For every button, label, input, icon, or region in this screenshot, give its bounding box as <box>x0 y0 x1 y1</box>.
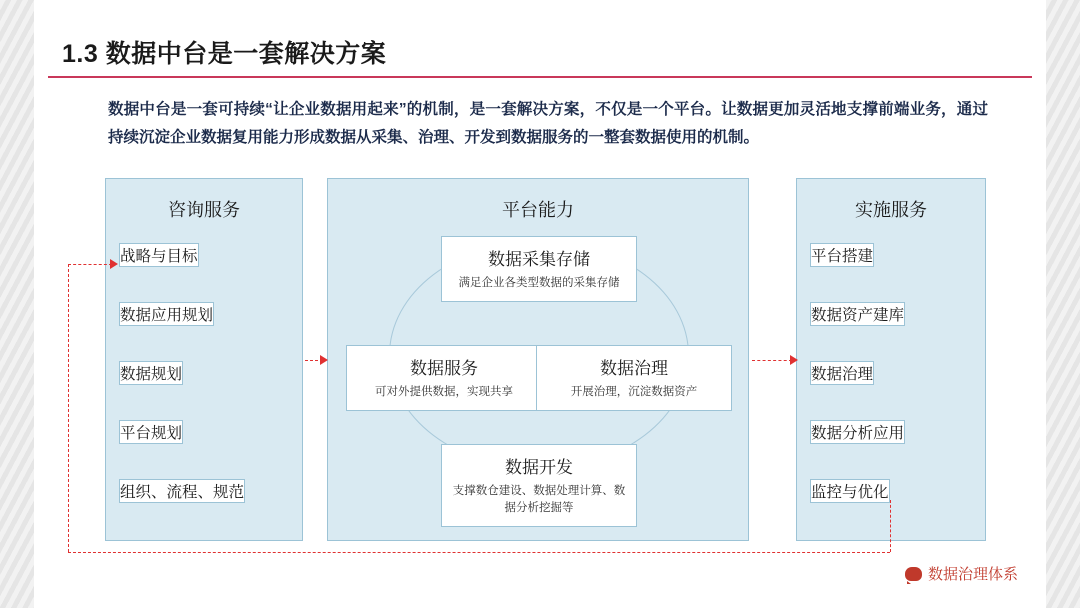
list-item[interactable]: 平台规划 <box>119 420 183 444</box>
footer-brand <box>905 563 1018 584</box>
capability-card-service[interactable] <box>346 345 542 411</box>
capability-title: 数据采集存储 <box>488 250 590 269</box>
arrow-icon <box>790 355 798 365</box>
capability-title: 数据治理 <box>600 359 668 378</box>
capability-desc: 支撑数仓建设、数据处理计算、数据分析挖掘等 <box>452 485 626 514</box>
panel-platform-capability <box>327 178 749 541</box>
connector-center-to-right <box>752 360 792 361</box>
connector-loop-bottom <box>68 552 890 553</box>
capability-card-governance[interactable] <box>536 345 732 411</box>
capability-desc: 开展治理，沉淀数据资产 <box>570 386 698 398</box>
wechat-icon <box>905 567 922 581</box>
panel-consulting-title: 咨询服务 <box>168 200 240 220</box>
list-item[interactable]: 数据应用规划 <box>119 302 214 326</box>
arrow-icon <box>320 355 328 365</box>
list-item[interactable]: 平台搭建 <box>810 243 874 267</box>
list-item[interactable]: 战略与目标 <box>119 243 199 267</box>
capability-title: 数据服务 <box>410 359 478 378</box>
connector-loop-right-vertical <box>890 500 891 552</box>
footer-brand-label: 数据治理体系 <box>927 566 1018 583</box>
arrow-icon <box>110 259 118 269</box>
list-item[interactable]: 数据资产建库 <box>810 302 905 326</box>
capability-desc: 满足企业各类型数据的采集存储 <box>458 277 620 289</box>
list-item[interactable]: 数据规划 <box>119 361 183 385</box>
capability-desc: 可对外提供数据，实现共享 <box>375 386 513 398</box>
capability-title: 数据开发 <box>505 458 573 477</box>
solution-diagram <box>62 178 1022 570</box>
capability-card-collection[interactable] <box>441 236 637 302</box>
panel-platform-title: 平台能力 <box>502 200 574 220</box>
decorative-right-band <box>1046 0 1080 608</box>
decorative-left-band <box>0 0 34 608</box>
title-divider <box>48 76 1032 78</box>
connector-into-left-panel <box>68 264 112 265</box>
connector-loop-vertical <box>68 264 69 552</box>
lead-paragraph: 数据中台是一套可持续“让企业数据用起来”的机制，是一套解决方案，不仅是一个平台。让数据更加灵活地支撑前端业务，通过持续沉淀企业数据复用能力形成数据从采集、治理、开发到数据服务的一整套数据使用的机制。 <box>108 101 988 146</box>
list-item[interactable]: 组织、流程、规范 <box>119 479 245 503</box>
list-item[interactable]: 监控与优化 <box>810 479 890 503</box>
capability-card-development[interactable] <box>441 444 637 527</box>
list-item[interactable]: 数据分析应用 <box>810 420 905 444</box>
list-item[interactable]: 数据治理 <box>810 361 874 385</box>
page-title: 1.3 数据中台是一套解决方案 <box>62 40 387 68</box>
panel-implementation-title: 实施服务 <box>855 200 927 220</box>
